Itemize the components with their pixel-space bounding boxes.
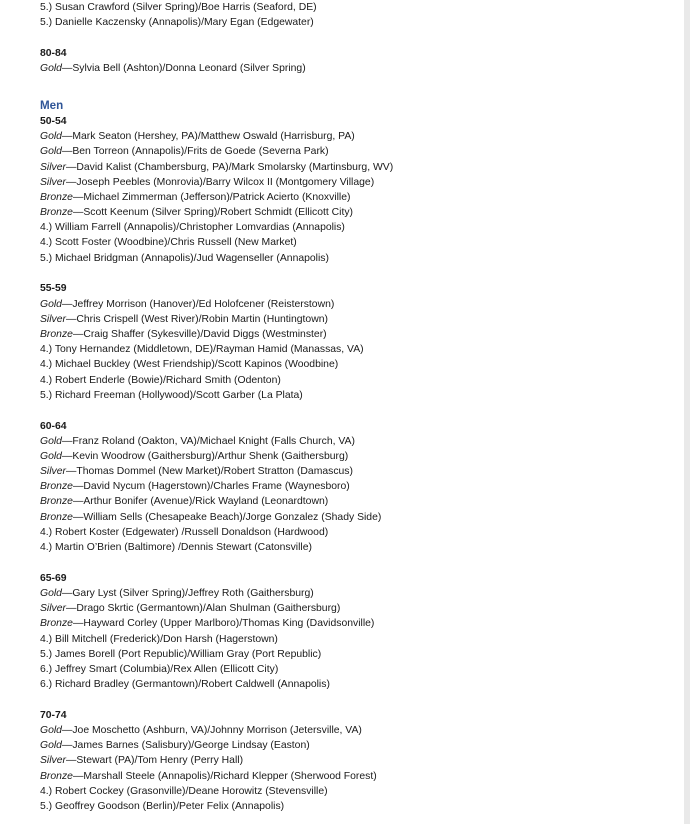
- medal-label: Bronze: [40, 618, 73, 630]
- medal-label: Bronze: [40, 481, 73, 493]
- medal-label: Silver: [40, 176, 66, 188]
- result-text: —Joseph Peebles (Monrovia)/Barry Wilcox II (Montgomery Village): [65, 176, 375, 188]
- result-text: —William Sells (Chesapeake Beach)/Jorge Gonzalez (Shady Side): [72, 511, 382, 523]
- result-text: —Mark Seaton (Hershey, PA)/Matthew Oswald (Harrisburg, PA): [61, 131, 355, 143]
- result-text: —Arthur Bonifer (Avenue)/Rick Wayland (Leonardtown): [72, 496, 329, 508]
- result-line: [40, 677, 680, 692]
- result-line: [40, 327, 680, 342]
- result-text: —Franz Roland (Oakton, VA)/Michael Knight (Falls Church, VA): [61, 435, 355, 447]
- result-line: [40, 251, 680, 266]
- result-text: 4.) Scott Foster (Woodbine)/Chris Russell (New Market): [40, 237, 297, 249]
- result-text: 5.) Geoffrey Goodson (Berlin)/Peter Felix (Annapolis): [40, 801, 285, 812]
- result-line: [40, 753, 680, 768]
- medal-label: Bronze: [40, 191, 73, 203]
- result-text: —Marshall Steele (Annapolis)/Richard Klepper (Sherwood Forest): [72, 770, 377, 782]
- result-line: [40, 769, 680, 784]
- result-line: [40, 235, 680, 250]
- result-text: 6.) Jeffrey Smart (Columbia)/Rex Allen (Ellicott City): [40, 663, 279, 675]
- result-line: [40, 464, 680, 479]
- result-text: 4.) Robert Enderle (Bowie)/Richard Smith (Odenton): [40, 374, 281, 386]
- document-page: [40, 0, 680, 814]
- result-line: [40, 647, 680, 662]
- result-line: [40, 297, 680, 312]
- result-line: [40, 738, 680, 753]
- result-text: 4.) Robert Cockey (Grasonville)/Deane Horowitz (Stevensville): [40, 785, 328, 797]
- result-line: [40, 434, 680, 449]
- result-line: [40, 190, 680, 205]
- medal-label: Bronze: [40, 496, 73, 508]
- result-line: [40, 586, 680, 601]
- result-line: [40, 388, 680, 403]
- result-line: [40, 479, 680, 494]
- result-text: —Hayward Corley (Upper Marlboro)/Thomas King (Davidsonville): [72, 618, 375, 630]
- medal-label: Bronze: [40, 770, 73, 782]
- category-heading-65-69: 65-69: [40, 572, 67, 584]
- category-heading-80-84: 80-84: [40, 47, 67, 59]
- result-line: [40, 540, 680, 555]
- medal-label: Silver: [40, 313, 66, 325]
- result-text: 4.) Michael Buckley (West Friendship)/Scott Kapinos (Woodbine): [40, 359, 339, 371]
- result-text: —Jeffrey Morrison (Hanover)/Ed Holofcener (Reisterstown): [61, 298, 335, 310]
- medal-label: Silver: [40, 466, 66, 478]
- result-line: [40, 160, 680, 175]
- result-line: [40, 129, 680, 144]
- result-text: —Gary Lyst (Silver Spring)/Jeffrey Roth (Gaithersburg): [61, 587, 314, 599]
- category-heading-60-64: 60-64: [40, 420, 67, 432]
- result-text: —Drago Skrtic (Germantown)/Alan Shulman (Gaithersburg): [65, 603, 341, 615]
- result-line: [40, 525, 680, 540]
- medal-label: Gold: [40, 450, 62, 462]
- result-line: [40, 510, 680, 525]
- result-text: —Joe Moschetto (Ashburn, VA)/Johnny Morrison (Jetersville, VA): [61, 725, 362, 737]
- result-line: [40, 175, 680, 190]
- result-line: [40, 357, 680, 372]
- result-line: [40, 799, 680, 814]
- result-text: —Kevin Woodrow (Gaithersburg)/Arthur Shenk (Gaithersburg): [61, 450, 349, 462]
- result-line: [40, 205, 680, 220]
- result-line: [40, 312, 680, 327]
- result-text: —Thomas Dommel (New Market)/Robert Stratton (Damascus): [65, 466, 353, 478]
- medal-label: Gold: [40, 146, 62, 158]
- result-text: —David Kalist (Chambersburg, PA)/Mark Smolarsky (Martinsburg, WV): [65, 161, 394, 173]
- result-line: [40, 662, 680, 677]
- result-text: 5.) Richard Freeman (Hollywood)/Scott Garber (La Plata): [40, 389, 303, 401]
- result-line: 5.) Susan Crawford (Silver Spring)/Boe Harris (Seaford, DE): [40, 2, 317, 13]
- result-line: [40, 220, 680, 235]
- result-text: —James Barnes (Salisbury)/George Lindsay (Easton): [61, 740, 310, 752]
- medal-label: Bronze: [40, 511, 73, 523]
- result-text: 4.) Robert Koster (Edgewater) /Russell Donaldson (Hardwood): [40, 526, 329, 538]
- result-line: [40, 632, 680, 647]
- category-heading-55-59: 55-59: [40, 283, 67, 295]
- result-text: —Craig Shaffer (Sykesville)/David Diggs (Westminster): [72, 328, 327, 340]
- result-text: 4.) William Farrell (Annapolis)/Christopher Lomvardias (Annapolis): [40, 222, 345, 234]
- result-line: [40, 144, 680, 159]
- medal-label: Silver: [40, 161, 66, 173]
- result-line: 5.) Danielle Kaczensky (Annapolis)/Mary Egan (Edgewater): [40, 17, 314, 29]
- result-text: 4.) Bill Mitchell (Frederick)/Don Harsh (Hagerstown): [40, 633, 278, 645]
- medal-label: Silver: [40, 755, 66, 767]
- category-heading-70-74: 70-74: [40, 709, 67, 721]
- result-text: —David Nycum (Hagerstown)/Charles Frame (Waynesboro): [72, 481, 350, 493]
- medal-label: Gold: [40, 725, 62, 737]
- medal-label: Gold: [40, 435, 62, 447]
- result-text: —Scott Keenum (Silver Spring)/Robert Schmidt (Ellicott City): [72, 207, 353, 219]
- result-line: [40, 616, 680, 631]
- result-text: 4.) Martin O’Brien (Baltimore) /Dennis Stewart (Catonsville): [40, 542, 312, 553]
- section-title-men: Men: [40, 98, 64, 112]
- result-line: [40, 449, 680, 464]
- medal-label: Gold: [40, 740, 62, 752]
- category-heading-50-54: 50-54: [40, 115, 67, 127]
- result-text: 5.) Michael Bridgman (Annapolis)/Jud Wagenseller (Annapolis): [40, 252, 329, 264]
- result-text: 5.) James Borell (Port Republic)/William Gray (Port Republic): [40, 648, 322, 660]
- men-sections: [40, 114, 680, 814]
- medal-label: Gold: [40, 63, 62, 75]
- result-text: 6.) Richard Bradley (Germantown)/Robert Caldwell (Annapolis): [40, 679, 330, 691]
- result-line: [40, 494, 680, 509]
- medal-label: Gold: [40, 131, 62, 143]
- result-line: [40, 723, 680, 738]
- result-line: [40, 342, 680, 357]
- medal-label: Bronze: [40, 207, 73, 219]
- result-line: [40, 61, 680, 76]
- medal-label: Silver: [40, 603, 66, 615]
- result-text: —Stewart (PA)/Tom Henry (Perry Hall): [65, 755, 244, 767]
- result-line: [40, 784, 680, 799]
- result-text: —Chris Crispell (West River)/Robin Martin (Huntingtown): [65, 313, 328, 325]
- result-text: —Ben Torreon (Annapolis)/Frits de Goede (Severna Park): [61, 146, 329, 158]
- result-line: [40, 601, 680, 616]
- result-text: 4.) Tony Hernandez (Middletown, DE)/Rayman Hamid (Manassas, VA): [40, 344, 364, 356]
- page-edge: [684, 0, 690, 824]
- medal-label: Gold: [40, 298, 62, 310]
- result-text: —Michael Zimmerman (Jefferson)/Patrick Acierto (Knoxville): [72, 191, 351, 203]
- medal-label: Bronze: [40, 328, 73, 340]
- result-line: [40, 373, 680, 388]
- medal-label: Gold: [40, 587, 62, 599]
- result-text: —Sylvia Bell (Ashton)/Donna Leonard (Silver Spring): [61, 63, 306, 75]
